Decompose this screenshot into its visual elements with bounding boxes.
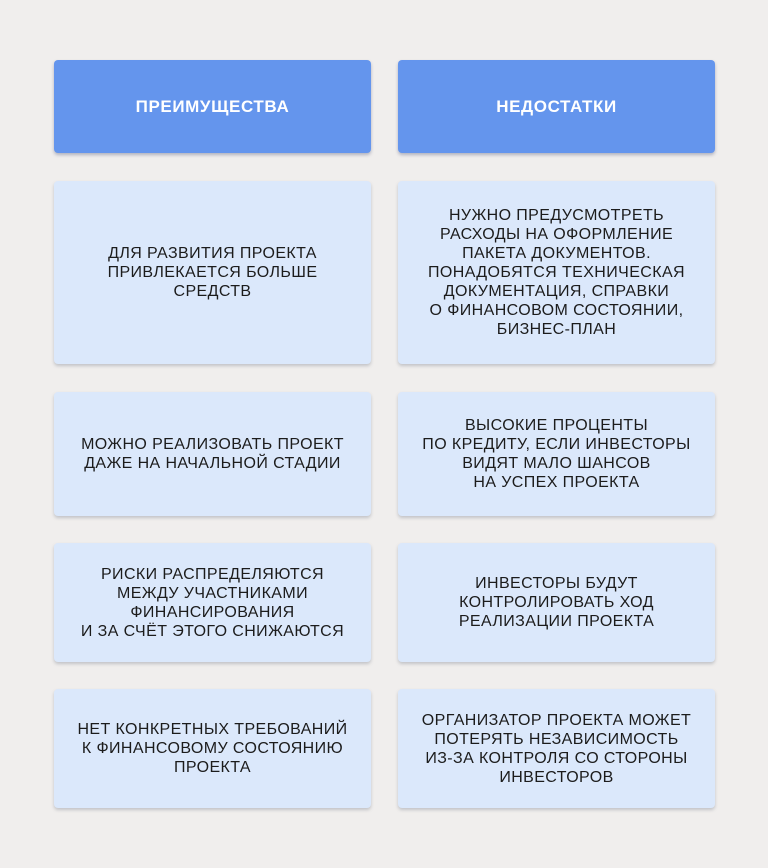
header-advantages: ПРЕИМУЩЕСТВА [54, 60, 371, 153]
advantage-cell-2: МОЖНО РЕАЛИЗОВАТЬ ПРОЕКТ ДАЖЕ НА НАЧАЛЬНОЙ СТАДИИ [54, 392, 371, 516]
disadvantage-cell-3: ИНВЕСТОРЫ БУДУТ КОНТРОЛИРОВАТЬ ХОД РЕАЛИЗАЦИИ ПРОЕКТА [398, 543, 715, 662]
advantage-cell-3: РИСКИ РАСПРЕДЕЛЯЮТСЯ МЕЖДУ УЧАСТНИКАМИ ФИНАНСИРОВАНИЯ И ЗА СЧЁТ ЭТОГО СНИЖАЮТСЯ [54, 543, 371, 662]
disadvantage-cell-4: ОРГАНИЗАТОР ПРОЕКТА МОЖЕТ ПОТЕРЯТЬ НЕЗАВИСИМОСТЬ ИЗ-ЗА КОНТРОЛЯ СО СТОРОНЫ ИНВЕСТОРОВ [398, 689, 715, 808]
disadvantage-cell-1: НУЖНО ПРЕДУСМОТРЕТЬ РАСХОДЫ НА ОФОРМЛЕНИЕ ПАКЕТА ДОКУМЕНТОВ. ПОНАДОБЯТСЯ ТЕХНИЧЕСКАЯ ДОКУМЕНТАЦИЯ, СПРАВКИ О ФИНАНСОВОМ СОСТОЯНИИ, БИЗНЕС-ПЛАН [398, 181, 715, 364]
disadvantage-cell-2: ВЫСОКИЕ ПРОЦЕНТЫ ПО КРЕДИТУ, ЕСЛИ ИНВЕСТОРЫ ВИДЯТ МАЛО ШАНСОВ НА УСПЕХ ПРОЕКТА [398, 392, 715, 516]
advantage-cell-1: ДЛЯ РАЗВИТИЯ ПРОЕКТА ПРИВЛЕКАЕТСЯ БОЛЬШЕ СРЕДСТВ [54, 181, 371, 364]
header-disadvantages: НЕДОСТАТКИ [398, 60, 715, 153]
advantage-cell-4: НЕТ КОНКРЕТНЫХ ТРЕБОВАНИЙ К ФИНАНСОВОМУ СОСТОЯНИЮ ПРОЕКТА [54, 689, 371, 808]
